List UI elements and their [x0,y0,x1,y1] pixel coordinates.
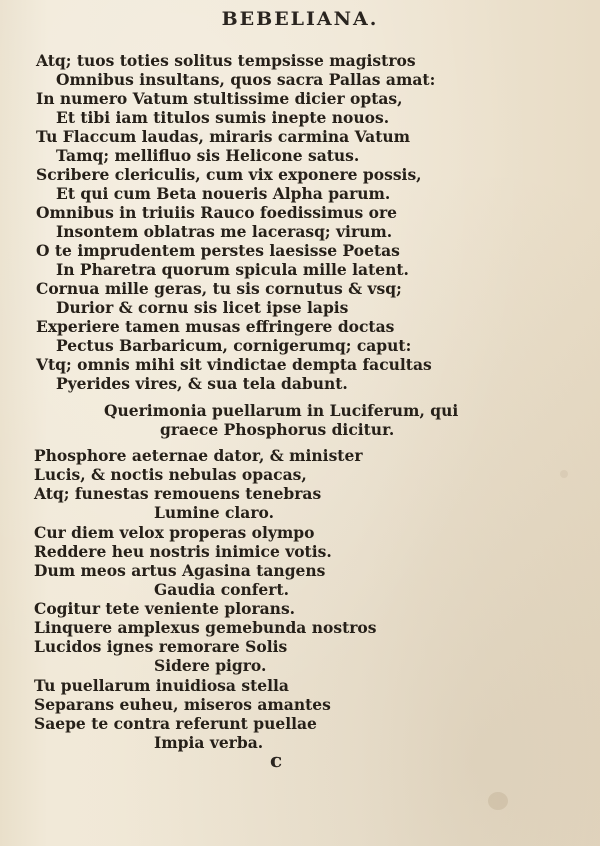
verse-line: Linquere amplexus gemebunda nostros [34,618,377,637]
verse-line: Lucidos ignes remorare Solis [34,637,288,656]
verse-line: Experiere tamen musas effringere doctas [36,317,395,336]
verse-line: Et qui cum Beta noueris Alpha parum. [56,184,391,203]
verse-line: In Pharetra quorum spicula mille latent. [56,260,409,279]
verse-line: Tu puellarum inuidiosa stella [34,676,289,695]
verse-line: O te imprudentem perstes laesisse Poetas [36,241,400,260]
verse-line: Cornua mille geras, tu sis cornutus & vsq; [36,279,402,298]
paper-stain [560,470,568,478]
verse-line: Durior & cornu sis licet ipse lapis [56,298,349,317]
verse-line: Scribere clericulis, cum vix exponere possis, [36,165,422,184]
verse-line: Lumine claro. [154,503,274,522]
verse-line: Pyerides vires, & sua tela dabunt. [56,374,348,393]
verse-line: Pectus Barbaricum, cornigerumq; caput: [56,336,412,355]
verse-line: Dum meos artus Agasina tangens [34,561,326,580]
verse-line: Cur diem velox properas olympo [34,523,315,542]
verse-line: Cogitur tete veniente plorans. [34,599,296,618]
poem-heading: Querimonia puellarum in Luciferum, qui [104,401,459,420]
signature-mark: c [270,748,283,772]
verse-line: Atq; funestas remouens tenebras [34,484,322,503]
verse-line: Vtq; omnis mihi sit vindictae dempta facultas [36,355,432,374]
verse-line: Atq; tuos toties solitus tempsisse magistros [36,51,416,70]
verse-line: Gaudia confert. [154,580,290,599]
verse-line: Phosphore aeternae dator, & minister [34,446,363,465]
verse-line: Lucis, & noctis nebulas opacas, [34,465,307,484]
verse-line: Omnibus in triuiis Rauco foedissimus ore [36,203,398,222]
verse-line: In numero Vatum stultissime dicier optas, [36,89,403,108]
poem-heading: graece Phosphorus dicitur. [160,420,395,439]
verse-line: Tamq; mellifluo sis Helicone satus. [56,146,360,165]
verse-line: Reddere heu nostris inimice votis. [34,542,332,561]
running-head: BEBELIANA. [221,8,379,30]
verse-line: Omnibus insultans, quos sacra Pallas amat: [56,70,436,89]
verse-line: Insontem oblatras me lacerasq; virum. [56,222,393,241]
verse-line: Saepe te contra referunt puellae [34,714,317,733]
paper-stain [488,792,508,810]
verse-line: Et tibi iam titulos sumis inepte nouos. [56,108,390,127]
verse-line: Sidere pigro. [154,656,267,675]
verse-line: Impia verba. [154,733,264,752]
verse-line: Separans euheu, miseros amantes [34,695,331,714]
verse-line: Tu Flaccum laudas, miraris carmina Vatum [36,127,411,146]
